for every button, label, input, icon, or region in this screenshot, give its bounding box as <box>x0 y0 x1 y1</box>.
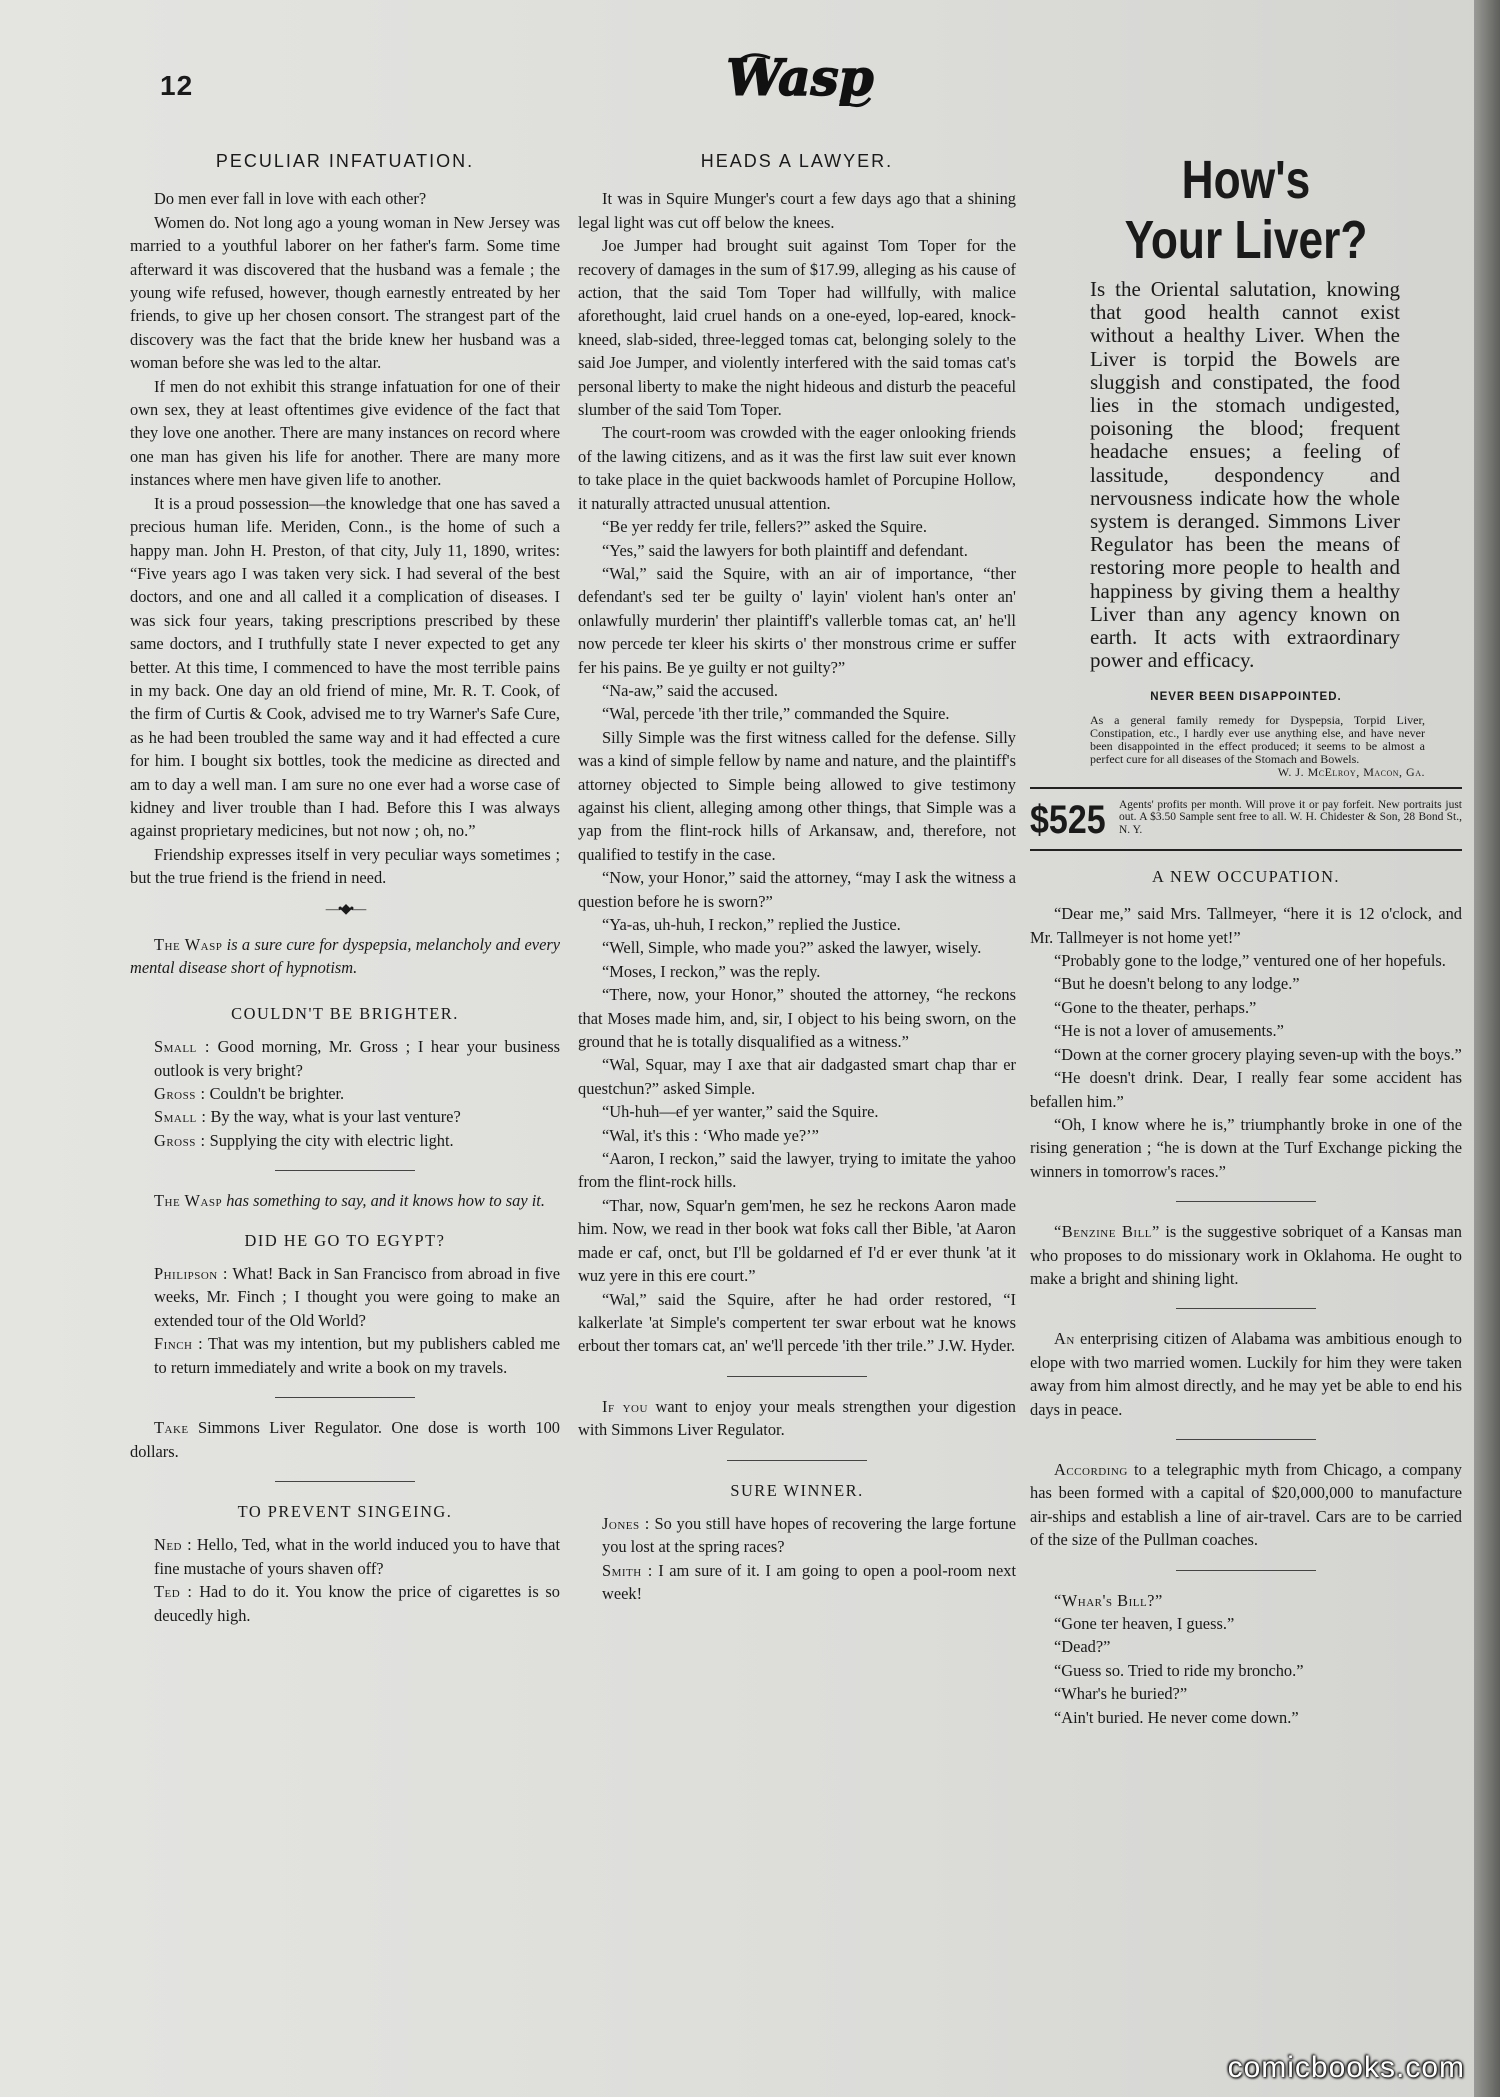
article-paragraph: “Now, your Honor,” said the attorney, “may I ask the witness a question before he is sworn?” <box>578 868 1016 911</box>
article-title-couldnt-be-brighter: COULDN'T BE BRIGHTER. <box>231 1003 459 1023</box>
book-spine <box>1474 0 1500 2097</box>
divider-rule <box>275 1397 415 1398</box>
line-text: What! Back in San Francisco from abroad in five weeks, Mr. Finch ; I thought you were going to make an extended tour of the Old World? <box>154 1264 560 1330</box>
testimonial-signature: W. J. McElroy, Macon, Ga. <box>1277 764 1425 779</box>
article-paragraph: “Wal,” said the Squire, with an air of importance, “ther defendant's sed ter be guilty o' layin' violent han's onter an' onlawfully murderin' ther plaintiff's vallerble tomas cat, an' he'll now percede ter kleer his skirts o' ther monstrous crime er suffer fer his pains. Be ye guilty er not guilty?” <box>578 563 1016 677</box>
dialog-line <box>130 1533 560 1580</box>
dialog-line <box>578 1559 1016 1606</box>
dialog-line <box>130 1129 560 1152</box>
speaker: Gross : <box>154 1130 206 1150</box>
article-paragraph: “Dear me,” said Mrs. Tallmeyer, “here it is 12 o'clock, and Mr. Tallmeyer is not home yet!” <box>1030 904 1462 947</box>
dialog-line <box>130 1332 560 1379</box>
wasp-note <box>130 933 560 980</box>
article-paragraph: “Uh-huh—ef yer wanter,” said the Squire. <box>602 1102 879 1122</box>
ad-headline-line2: Your Liver? <box>1124 210 1368 270</box>
heavy-divider <box>1030 849 1462 851</box>
divider-rule <box>1176 1308 1316 1309</box>
dialog-line <box>130 1580 560 1627</box>
article-paragraph: “But he doesn't belong to any lodge.” <box>1054 974 1300 994</box>
article-title-to-prevent-singeing: TO PREVENT SINGEING. <box>237 1501 453 1521</box>
testimonial-text: As a general family remedy for Dyspepsia, Torpid Liver, Constipation, etc., I hardly ever use anything else, and have never been disappointed in the effect produced; it seems to be almost a perfect cure for all diseases of the Stomach and Bowels. <box>1090 712 1425 766</box>
profit-amount: $525 <box>1030 797 1106 842</box>
column-middle <box>578 150 1016 1606</box>
article-paragraph: Women do. Not long ago a young woman in New Jersey was married to a youthful laborer on her father's farm. Some time afterward it was discovered that the husband was a female ; the young wife refused, however, though earnestly entreated by her friends, to give up her chosen consort. The strangest part of the discovery was the fact that the bride knew her husband was a woman before she was led to the altar. <box>130 212 560 373</box>
item-lead: An <box>1054 1329 1075 1349</box>
line-text: Had to do it. You know the price of cigarettes is so deucedly high. <box>154 1582 560 1625</box>
item-lead: “Benzine Bill” <box>1054 1222 1160 1242</box>
line-text: Good morning, Mr. Gross ; I hear your business outlook is very bright? <box>154 1037 560 1080</box>
line-text: Supplying the city with electric light. <box>205 1130 454 1150</box>
dialog-block <box>130 1035 560 1152</box>
line-text: I am sure of it. I am going to open a pool-room next week! <box>602 1560 1016 1604</box>
simmons-note <box>130 1416 560 1463</box>
dialog-line <box>130 1105 560 1128</box>
note-text: want to enjoy your meals strengthen your digestion with Simmons Liver Regulator. <box>578 1396 1016 1440</box>
ad-headline-line1: How's <box>1181 150 1311 210</box>
article-title-did-he-go-to-egypt: DID HE GO TO EGYPT? <box>244 1230 446 1250</box>
heavy-divider <box>1030 787 1462 789</box>
item-lead: According <box>1054 1459 1128 1479</box>
divider-rule <box>727 1460 867 1461</box>
short-item <box>1030 1327 1462 1421</box>
note-text: is a sure cure for dyspepsia, melancholy and every mental disease short of hypnotism. <box>130 935 560 978</box>
speaker: Gross : <box>154 1084 206 1104</box>
article-paragraph: “Probably gone to the lodge,” ventured one of her hopefuls. <box>1054 951 1446 971</box>
article-paragraph: “There, now, your Honor,” shouted the attorney, “he reckons that Moses made him, and, sir, I object to his being sworn, on the ground that he is totally disqualified as a witness.” <box>578 985 1016 1052</box>
line-text: That was my intention, but my publishers cabled me to return immediately and write a book on my travels. <box>154 1334 560 1377</box>
dialog-line <box>130 1035 560 1082</box>
divider-rule <box>1176 1201 1316 1202</box>
article-paragraph: It is a proud possession—the knowledge that one has saved a precious human life. Meriden, Conn., is the home of such a happy man. John H. Preston, of that city, July 11, 1890, writes: “Five years ago I was taken very sick. I had several of the best doctors, and one and all called it a complication of diseases. I was sick four years, taking prescriptions prescribed by these same doctors, and I truthfully state I never expected to get any better. At this time, I commenced to have the most terrible pains in my back. One day an old friend of mine, Mr. R. T. Cook, of the firm of Curtis & Cook, advised me to try Warner's Safe Cure, as he had been troubled the same way and it had effected a cure for him. I bought six bottles, took the medicine as directed and am to day a well man. I am sure no one ever had a worse case of kidney and liver trouble than I had. Before this I was always against proprietary medicines, but not now ; oh, no.” <box>130 493 560 841</box>
article-paragraph: “Gone to the theater, perhaps.” <box>1054 997 1257 1017</box>
article-paragraph: The court-room was crowded with the eager onlooking friends of the lawing citizens, and as it was the first law suit ever known to take place in the quiet backwoods hamlet of Porcupine Hollow, it naturally attracted unusual attention. <box>578 423 1016 513</box>
article-paragraph: Do men ever fall in love with each other? <box>154 189 427 209</box>
speaker: Ned : <box>154 1535 193 1555</box>
article-paragraph: “Ain't buried. He never come down.” <box>1054 1707 1299 1727</box>
article-paragraph: “He doesn't drink. Dear, I really fear some accident has befallen him.” <box>1030 1068 1462 1111</box>
article-paragraph: “Wal,” said the Squire, after he had order restored, “I kalkerlate 'at Simple's compertent ter swar erbout wat he knows erbout ther tomars cat, an' we'll percede 'ith ther trile.” J.W. Hyder. <box>578 1289 1016 1356</box>
article-paragraph: “Wal, percede 'ith ther trile,” commanded the Squire. <box>602 704 950 724</box>
divider-rule <box>1176 1570 1316 1571</box>
profit-text: Agents' profits per month. Will prove it or pay forfeit. New portraits just out. A $3.50 Sample sent free to all. W. H. Chidester & Son, 28 Bond St., N. Y. <box>1118 798 1462 836</box>
speaker: Small : <box>154 1107 207 1127</box>
line-text: By the way, what is your last venture? <box>206 1107 461 1127</box>
wasp-masthead-logo <box>710 40 890 120</box>
column-right <box>1030 150 1462 1729</box>
short-item <box>1030 1220 1462 1290</box>
article-paragraph: “Thar, now, Squar'n gem'men, he sez he reckons Aaron made him. Now, we read in ther book wat foks call ther Bible, 'at Aaron made er caf, onct, but I'll be goldarned ef I'd er ever thunk 'at it wuz yere in this ere court.” <box>578 1195 1016 1286</box>
ad-subheading: NEVER BEEN DISAPPOINTED. <box>1150 691 1342 704</box>
line-text: Couldn't be brighter. <box>205 1084 345 1104</box>
article-paragraph: Silly Simple was the first witness called for the defense. Silly was a kind of simple fellow by name and nature, and the plaintiff's attorney objected to Simple being allowed to give testimony against his client, alleging among other things, that Simple was a yap from the flint-rock hills of Arkansaw, and, therefore, not qualified to testify in the case. <box>578 727 1016 864</box>
article-paragraph: “Moses, I reckon,” was the reply. <box>602 961 821 981</box>
article-paragraph: “Yes,” said the lawyers for both plaintiff and defendant. <box>602 540 968 560</box>
ornament-divider: —•◆•— <box>325 901 365 917</box>
article-paragraph: “Dead?” <box>1054 1637 1111 1657</box>
dialog-line <box>130 1262 560 1332</box>
watermark: comicbooks.com <box>1227 2051 1465 2084</box>
article-paragraph: “Na-aw,” said the accused. <box>602 680 778 700</box>
divider-rule <box>1176 1439 1316 1440</box>
article-paragraph: Friendship expresses itself in very peculiar ways sometimes ; but the true friend is the friend in need. <box>130 844 560 888</box>
speaker: Jones : <box>602 1513 650 1533</box>
line-text: So you still have hopes of recovering the large fortune you lost at the spring races? <box>602 1513 1016 1557</box>
item-text: is the suggestive sobriquet of a Kansas man who proposes to do missionary work in Oklahoma. He ought to make a bright and shining light. <box>1030 1222 1462 1288</box>
column-left <box>130 150 560 1627</box>
wasp-note <box>130 1189 560 1212</box>
article-title-peculiar-infatuation: PECULIAR INFATUATION. <box>215 151 475 171</box>
dialog-line <box>578 1512 1016 1559</box>
dialog-line <box>130 1082 560 1105</box>
article-paragraph: “Aaron, I reckon,” said the lawyer, trying to imitate the yahoo from the flint-rock hills. <box>578 1149 1016 1192</box>
line-text: Hello, Ted, what in the world induced you to have that fine mustache of yours shaven off? <box>154 1535 561 1578</box>
dialog-block <box>578 1512 1016 1606</box>
note-lead: If you <box>602 1396 648 1416</box>
article-paragraph: “Be yer reddy fer trile, fellers?” asked the Squire. <box>602 517 927 537</box>
liver-advertisement <box>1030 150 1462 779</box>
dialog-block <box>130 1533 560 1627</box>
divider-rule <box>275 1170 415 1171</box>
item-text: to a telegraphic myth from Chicago, a company has been formed with a capital of $20,000,000 to manufacture air-ships and establish a line of air-travel. Cars are to be carried of the size of the Pullman coaches. <box>1030 1459 1462 1550</box>
article-paragraph: “Well, Simple, who made you?” asked the lawyer, wisely. <box>602 938 982 958</box>
article-paragraph: “Whar's he buried?” <box>1054 1684 1188 1704</box>
article-paragraph: “Guess so. Tried to ride my broncho.” <box>1054 1660 1304 1680</box>
wasp-name: The Wasp <box>154 935 223 954</box>
article-paragraph: “Ya-as, uh-huh, I reckon,” replied the Justice. <box>602 915 901 934</box>
article-paragraph: “Whar's Bill?” <box>1054 1590 1163 1610</box>
divider-rule <box>275 1481 415 1482</box>
speaker: Ted : <box>154 1582 193 1602</box>
article-paragraph: “He is not a lover of amusements.” <box>1054 1021 1284 1041</box>
article-paragraph: “Wal, Squar, may I axe that air dadgasted smart chap thar er questchun?” asked Simple. <box>578 1055 1016 1098</box>
item-text: enterprising citizen of Alabama was ambitious enough to elope with two married women. Luckily for him they were taken away from him almost directly, and he may yet be able to end his days in peace. <box>1030 1329 1462 1419</box>
dialog-block <box>130 1262 560 1379</box>
article-paragraph: Joe Jumper had brought suit against Tom Toper for the recovery of damages in the sum of $17.99, alleging as his cause of action, that the said Tom Toper had willfully, with malice aforethought, laid cruel hands on a one-eyed, lop-eared, knock-kneed, slab-sided, three-legged tomas cat, belonging solely to the said Joe Jumper, and violently interfered with the said tomas cat's personal liberty to make the night hideous and disturb the peaceful slumber of the said Tom Toper. <box>578 236 1016 420</box>
article-paragraph: It was in Squire Munger's court a few days ago that a shining legal light was cut off below the knees. <box>578 189 1016 232</box>
article-title-sure-winner: SURE WINNER. <box>730 1480 864 1500</box>
article-paragraph: If men do not exhibit this strange infatuation for one of their own sex, they at least oftentimes give evidence of the fact that they love one another. There are many instances on record where one man has given his life for another. There are many more instances where men have given life to another. <box>130 376 560 490</box>
article-paragraph: “Wal, it's this : ‘Who made ye?’” <box>602 1125 819 1145</box>
speaker: Finch : <box>154 1334 204 1354</box>
divider-rule <box>727 1376 867 1377</box>
ad-testimonial <box>1090 714 1425 779</box>
ad-body-text: Is the Oriental salutation, knowing that good health cannot exist without a healthy Liver. When the Liver is torpid the Bowels are sluggish and constipated, the food lies in the stomach undigested, poisoning the blood; frequent headache ensues; a feeling of lassitude, despondency and nervousness indicate how the whole system is deranged. Simmons Liver Regulator has been the means of restoring more people to health and happiness by giving them a healthy Liver than any agency known on earth. It acts with extraordinary power and efficacy. <box>1090 277 1400 673</box>
article-title-a-new-occupation: A NEW OCCUPATION. <box>1151 866 1341 886</box>
note-text: Simmons Liver Regulator. One dose is worth 100 dollars. <box>130 1418 560 1461</box>
page-number: 12 <box>160 70 194 101</box>
wasp-name: The Wasp <box>154 1191 223 1211</box>
speaker: Smith : <box>602 1560 653 1580</box>
note-text: has something to say, and it knows how to say it. <box>222 1191 545 1211</box>
article-paragraph: “Oh, I know where he is,” triumphantly broke in one of the rising generation ; “he is down at the Turf Exchange picking the winners in tomorrow's races.” <box>1030 1114 1462 1181</box>
speaker: Philipson : <box>154 1264 228 1284</box>
article-paragraph: “Down at the corner grocery playing seven-up with the boys.” <box>1054 1044 1462 1064</box>
article-title-heads-a-lawyer: HEADS A LAWYER. <box>700 151 894 171</box>
note-lead: Take <box>154 1418 189 1438</box>
masthead-text: Wasp <box>726 48 874 107</box>
short-item <box>1030 1458 1462 1552</box>
speaker: Small : <box>154 1037 210 1057</box>
article-paragraph: “Gone ter heaven, I guess.” <box>1054 1614 1235 1634</box>
simmons-note <box>578 1395 1016 1442</box>
agents-profit-ad <box>1030 799 1462 841</box>
